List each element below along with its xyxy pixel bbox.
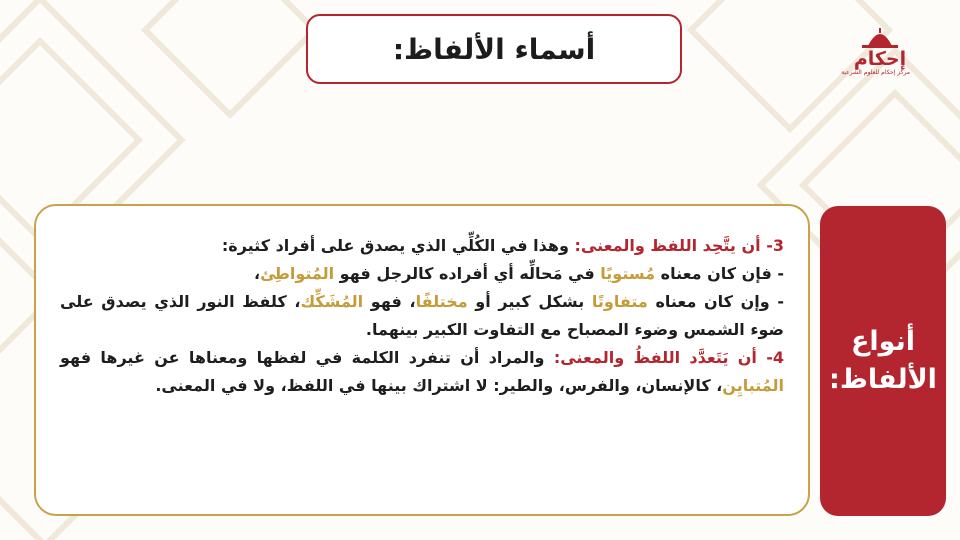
paragraph-4 xyxy=(60,344,784,400)
logo-subtitle: مركز إحكام للعلوم الشرعية xyxy=(841,69,910,76)
text-fragment: ، كلفظ النور الذي يصدق على ضوء الشمس وضوء المصباح مع التفاوت الكبير بينهما. xyxy=(60,292,784,339)
term-mukhtalifan: مختلفًا xyxy=(415,292,468,311)
text-fragment: في مَحالِّه أي أفراده كالرجل فهو xyxy=(334,264,601,283)
heading-4: 4- أن يَتَعدَّد اللفظُ والمعنى: xyxy=(553,348,784,367)
heading-3: 3- أن يتَّحِد اللفظ والمعنى: xyxy=(574,236,784,255)
text-fragment: والمراد أن تنفرد الكلمة في لفظها ومعناها عن غيرها فهو xyxy=(60,348,554,367)
term-mustawiyan: مُستويًا xyxy=(600,264,656,283)
text-fragment: ، فهو xyxy=(363,292,416,311)
paragraph-3-text: وهذا في الكُلِّي الذي يصدق على أفراد كثيرة: xyxy=(221,236,575,255)
paragraph-mutawati xyxy=(60,260,784,288)
term-mutafawitan: متفاوتًا xyxy=(591,292,648,311)
logo xyxy=(841,28,910,92)
text-fragment: ، xyxy=(254,264,261,283)
content-box xyxy=(34,204,810,516)
term-mutabayin: المُتبايِن xyxy=(722,376,784,395)
term-mushakkik: المُشَكِّك xyxy=(300,292,364,311)
text-fragment: بشكل كبير أو xyxy=(467,292,592,311)
logo-name: إحكام xyxy=(853,48,907,70)
paragraph-3 xyxy=(60,232,784,260)
text-fragment: - وإن كان معناه xyxy=(647,292,785,311)
side-label: أنواع الألفاظ: xyxy=(829,326,937,395)
title-box xyxy=(306,14,682,84)
page-title: أسماء الألفاظ: xyxy=(392,32,596,66)
text-fragment: - فإن كان معناه xyxy=(655,264,784,283)
term-mutawati: المُتواطِئ xyxy=(260,264,335,283)
mosque-dome-icon xyxy=(860,28,900,48)
paragraph-mushakkik xyxy=(60,288,784,344)
side-label-box xyxy=(820,206,946,516)
text-fragment: ، كالإنسان، والفرس، والطير: لا اشتراك بينها في اللفظ، ولا في المعنى. xyxy=(155,376,723,395)
